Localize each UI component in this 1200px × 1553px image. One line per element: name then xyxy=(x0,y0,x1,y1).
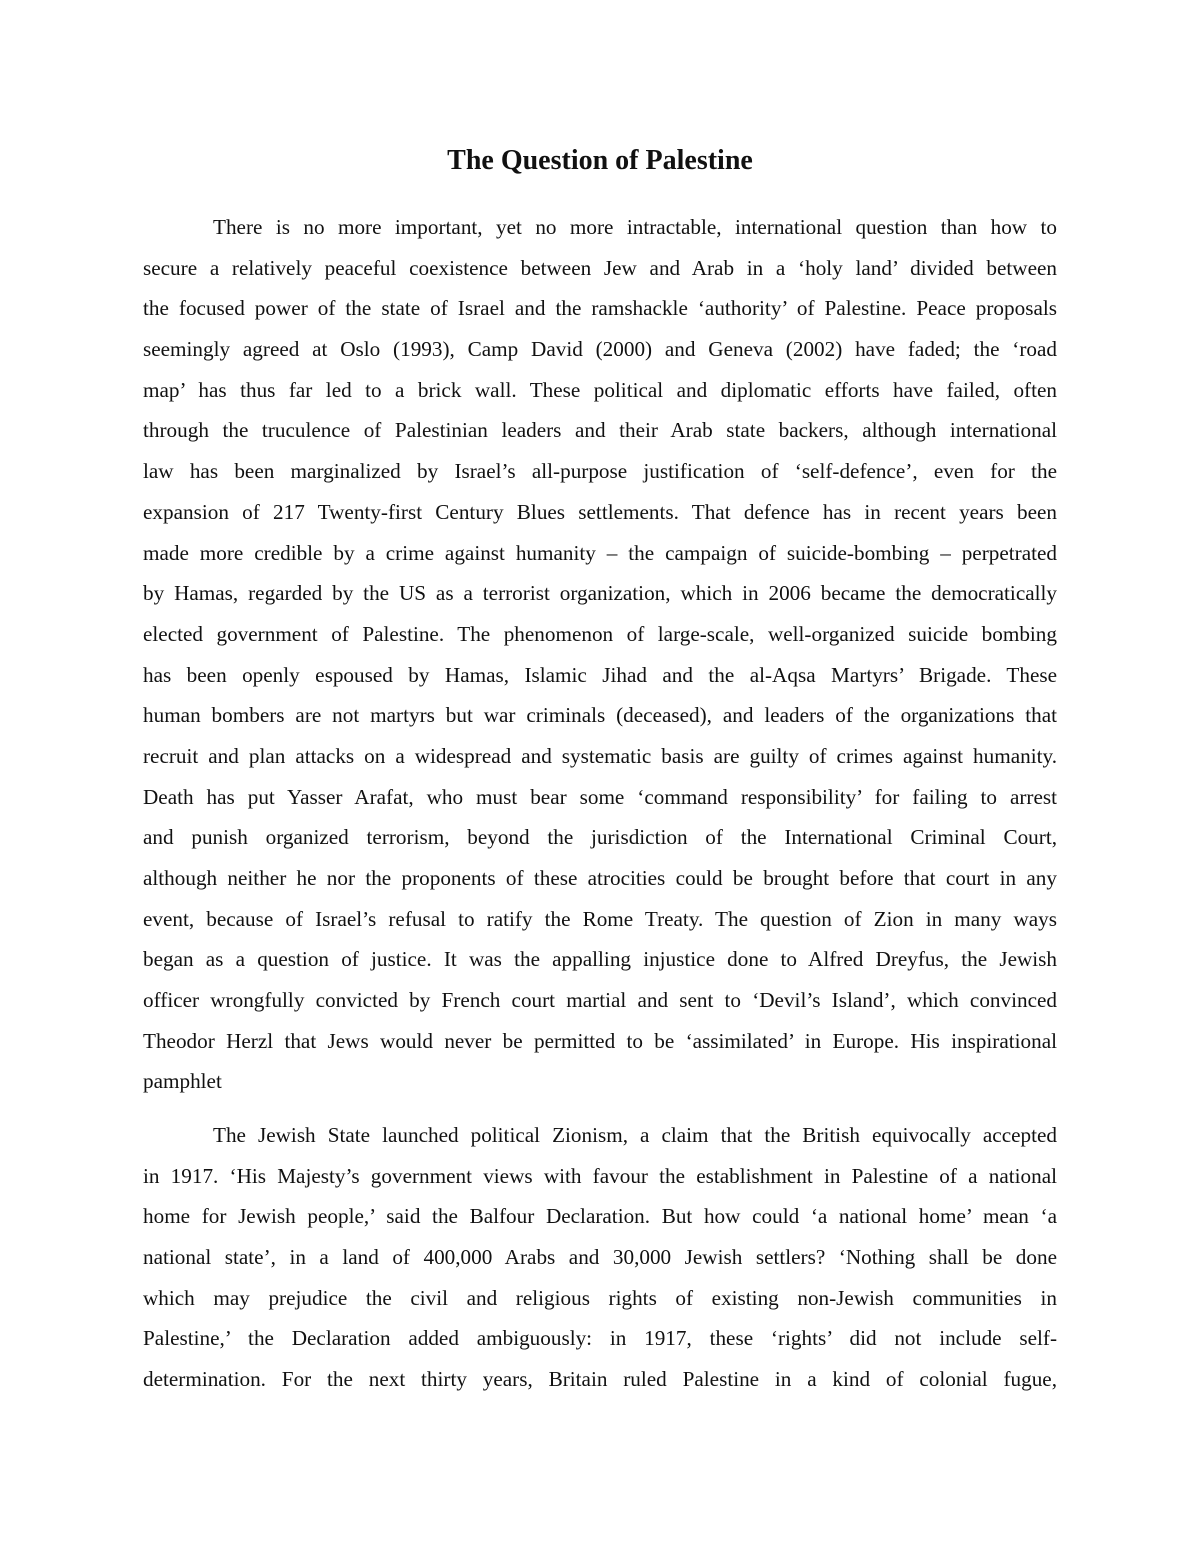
text-line: the focused power of the state of Israel and the ramshackle ‘authority’ of Palestine. Peace proposals xyxy=(143,296,1057,321)
text-line: began as a question of justice. It was the appalling injustice done to Alfred Dreyfus, the Jewish xyxy=(143,947,1057,972)
paragraph-1 xyxy=(143,207,1057,1102)
text-line: pamphlet xyxy=(143,1069,222,1094)
text-line: made more credible by a crime against humanity – the campaign of suicide-bombing – perpetrated xyxy=(143,540,1057,565)
text-line: Theodor Herzl that Jews would never be permitted to be ‘assimilated’ in Europe. His inspirational xyxy=(143,1028,1057,1053)
text-line: in 1917. ‘His Majesty’s government views with favour the establishment in Palestine of a national xyxy=(143,1163,1057,1188)
text-line: determination. For the next thirty years, Britain ruled Palestine in a kind of colonial fugue, xyxy=(143,1367,1057,1392)
text-line: has been openly espoused by Hamas, Islamic Jihad and the al-Aqsa Martyrs’ Brigade. These xyxy=(143,662,1057,687)
text-line: The Jewish State launched political Zionism, a claim that the British equivocally accepted xyxy=(213,1123,1057,1147)
text-line: secure a relatively peaceful coexistence between Jew and Arab in a ‘holy land’ divided between xyxy=(143,255,1057,280)
page-title: The Question of Palestine xyxy=(447,145,753,176)
text-line: and punish organized terrorism, beyond the jurisdiction of the International Criminal Court, xyxy=(143,825,1057,850)
text-line: law has been marginalized by Israel’s all-purpose justification of ‘self-defence’, even for the xyxy=(143,459,1057,484)
text-line: elected government of Palestine. The phenomenon of large-scale, well-organized suicide bombing xyxy=(143,621,1057,646)
text-line: recruit and plan attacks on a widespread and systematic basis are guilty of crimes against humanity. xyxy=(143,743,1057,768)
text-line: by Hamas, regarded by the US as a terrorist organization, which in 2006 became the democratically xyxy=(143,581,1057,606)
text-line: although neither he nor the proponents of these atrocities could be brought before that court in any xyxy=(143,866,1057,890)
text-line: home for Jewish people,’ said the Balfour Declaration. But how could ‘a national home’ mean ‘a xyxy=(143,1204,1057,1229)
text-line: Death has put Yasser Arafat, who must bear some ‘command responsibility’ for failing to arrest xyxy=(143,784,1057,809)
text-line: event, because of Israel’s refusal to ratify the Rome Treaty. The question of Zion in many ways xyxy=(143,906,1057,931)
paragraph-2 xyxy=(143,1115,1057,1400)
text-line: expansion of 217 Twenty-first Century Blues settlements. That defence has in recent years been xyxy=(143,499,1057,524)
text-line: through the truculence of Palestinian leaders and their Arab state backers, although international xyxy=(143,418,1057,443)
text-line: national state’, in a land of 400,000 Arabs and 30,000 Jewish settlers? ‘Nothing shall be done xyxy=(143,1245,1057,1270)
text-line: human bombers are not martyrs but war criminals (deceased), and leaders of the organizations that xyxy=(143,703,1057,728)
text-line: seemingly agreed at Oslo (1993), Camp David (2000) and Geneva (2002) have faded; the ‘road xyxy=(143,337,1057,362)
text-line: There is no more important, yet no more intractable, international question than how to xyxy=(213,215,1057,239)
text-line: map’ has thus far led to a brick wall. These political and diplomatic efforts have failed, often xyxy=(143,377,1057,402)
text-line: which may prejudice the civil and religious rights of existing non-Jewish communities in xyxy=(143,1285,1057,1310)
text-line: Palestine,’ the Declaration added ambiguously: in 1917, these ‘rights’ did not include self- xyxy=(143,1326,1057,1351)
text-line: officer wrongfully convicted by French court martial and sent to ‘Devil’s Island’, which convinced xyxy=(143,988,1057,1013)
